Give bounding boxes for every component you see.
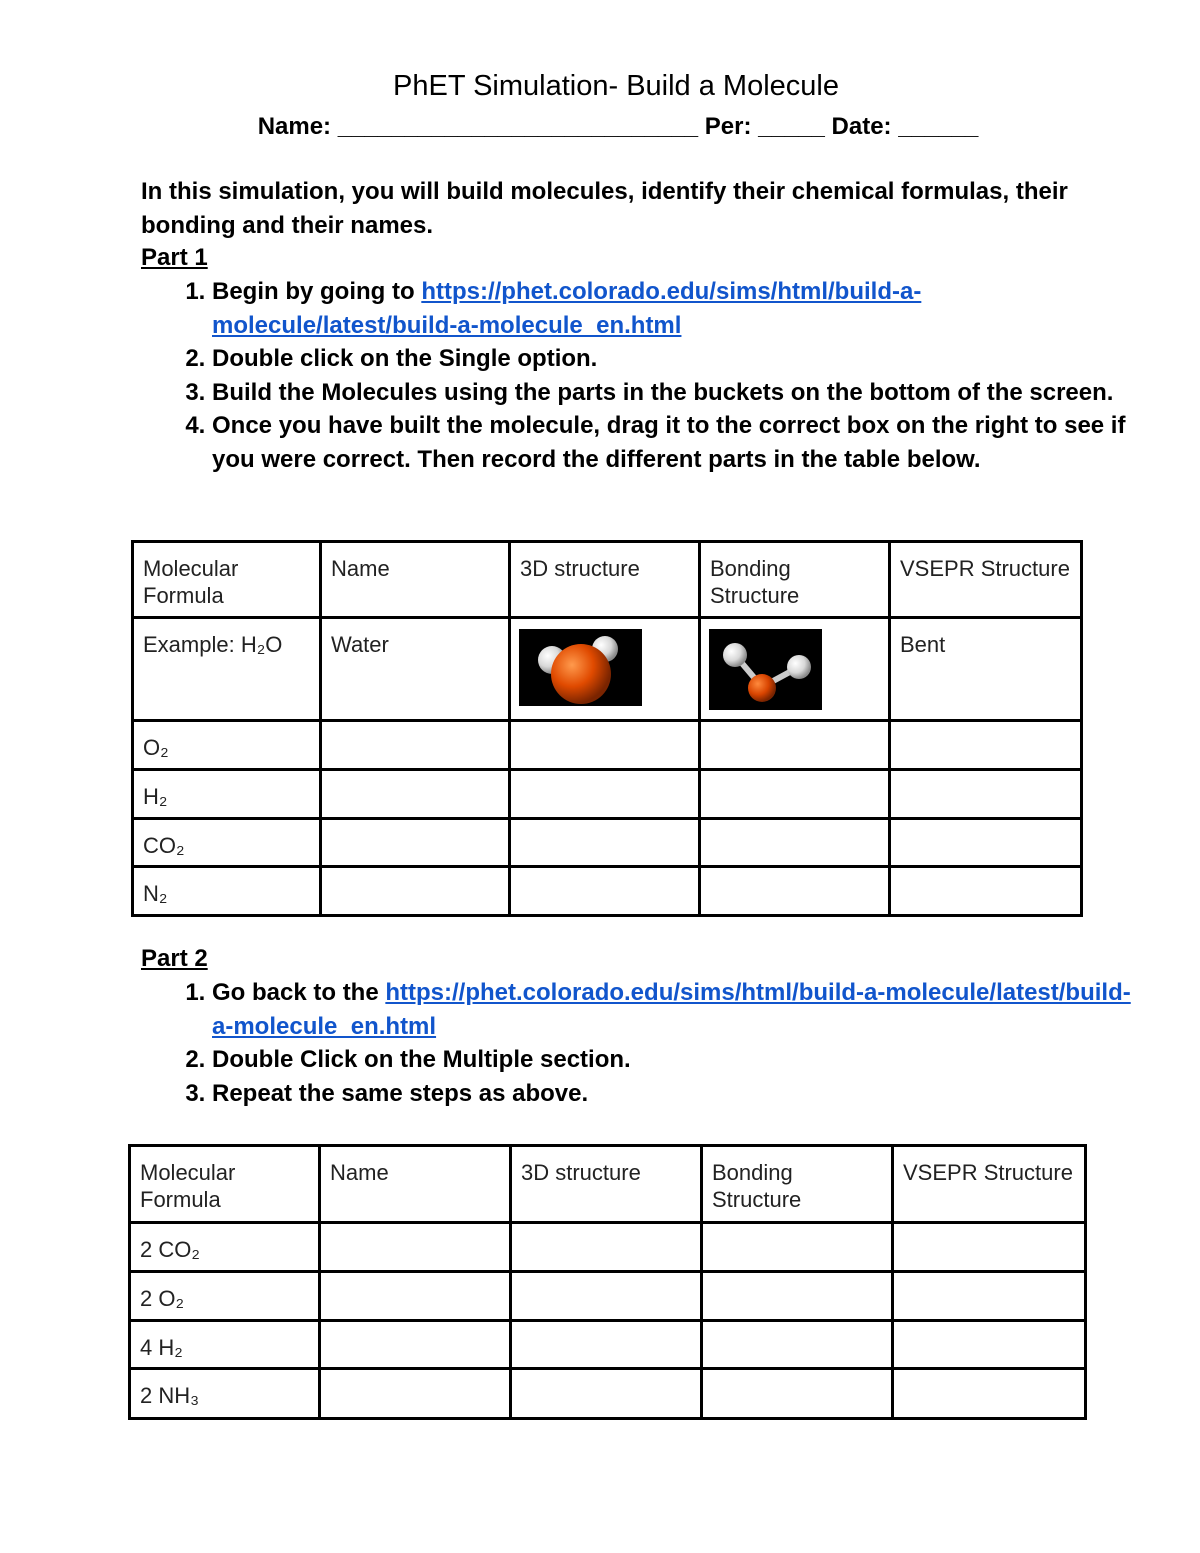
water-ball-stick-image (709, 629, 822, 710)
formula-cell: CO₂ (133, 819, 321, 867)
part2-steps (170, 976, 1142, 1110)
part1-step-3: 3. Build the Molecules using the parts in the buckets on the bottom of the screen. (212, 376, 1142, 410)
formula-cell: 2 CO₂ (130, 1223, 320, 1272)
empty-cell[interactable] (320, 1321, 511, 1369)
header-cell: 3D structure (510, 542, 700, 618)
empty-cell[interactable] (511, 1321, 702, 1369)
table-header-row (133, 542, 1082, 618)
empty-cell[interactable] (890, 770, 1082, 819)
empty-cell[interactable] (700, 770, 890, 819)
empty-cell[interactable] (890, 721, 1082, 770)
table-part1 (131, 540, 1083, 917)
formula-cell: Example: H₂O (133, 618, 321, 721)
table-header-row (130, 1146, 1086, 1223)
empty-cell[interactable] (321, 819, 510, 867)
header-cell: VSEPR Structure (893, 1146, 1086, 1223)
table-part2 (128, 1144, 1087, 1420)
bonding-structure-cell (700, 618, 890, 721)
formula-cell: 4 H₂ (130, 1321, 320, 1369)
empty-cell[interactable] (511, 1369, 702, 1419)
part1-step-2: 2. Double click on the Single option. (212, 342, 1142, 376)
part2-step-1: 1. Go back to the https://phet.colorado.edu/sims/html/build-a-molecule/latest/build-a-molecule_en.html (212, 976, 1142, 1043)
empty-cell[interactable] (702, 1369, 893, 1419)
empty-cell[interactable] (700, 819, 890, 867)
empty-cell[interactable] (511, 1223, 702, 1272)
table-row (130, 1369, 1086, 1419)
name-cell: Water (321, 618, 510, 721)
table-row (130, 1272, 1086, 1321)
formula-cell: O₂ (133, 721, 321, 770)
table-row (133, 721, 1082, 770)
hydrogen-atom-left (723, 643, 747, 667)
empty-cell[interactable] (702, 1321, 893, 1369)
part1-steps (170, 275, 1142, 476)
table-row (130, 1321, 1086, 1369)
empty-cell[interactable] (893, 1321, 1086, 1369)
empty-cell[interactable] (893, 1272, 1086, 1321)
empty-cell[interactable] (320, 1272, 511, 1321)
name-per-date-line: Name: ___________________________ Per: _____ Date: ______ (257, 113, 979, 140)
empty-cell[interactable] (511, 1272, 702, 1321)
header-cell: VSEPR Structure (890, 542, 1082, 618)
table-row-example (133, 618, 1082, 721)
oxygen-atom (551, 644, 611, 704)
empty-cell[interactable] (320, 1369, 511, 1419)
header-cell: 3D structure (511, 1146, 702, 1223)
formula-cell: N₂ (133, 867, 321, 916)
empty-cell[interactable] (702, 1272, 893, 1321)
oxygen-atom (748, 674, 776, 702)
empty-cell[interactable] (700, 867, 890, 916)
empty-cell[interactable] (321, 770, 510, 819)
formula-cell: 2 NH₃ (130, 1369, 320, 1419)
empty-cell[interactable] (890, 867, 1082, 916)
phet-link[interactable]: https://phet.colorado.edu/sims/html/build-a-molecule/latest/build-a-molecule_en.html (212, 278, 922, 339)
empty-cell[interactable] (893, 1369, 1086, 1419)
empty-cell[interactable] (510, 819, 700, 867)
formula-cell: H₂ (133, 770, 321, 819)
empty-cell[interactable] (510, 770, 700, 819)
part2-step-3: 3. Repeat the same steps as above. (212, 1077, 1142, 1111)
phet-link[interactable]: https://phet.colorado.edu/sims/html/build-a-molecule/latest/build-a-molecule_en.html (212, 979, 1131, 1040)
part1-step-4: 4. Once you have built the molecule, drag it to the correct box on the right to see if you were correct. Then record the different parts in the table below. (212, 409, 1142, 476)
empty-cell[interactable] (321, 721, 510, 770)
header-cell: Name (320, 1146, 511, 1223)
empty-cell[interactable] (702, 1223, 893, 1272)
vsepr-cell: Bent (890, 618, 1082, 721)
table-row (133, 770, 1082, 819)
hydrogen-atom-right (787, 655, 811, 679)
3d-structure-cell (510, 618, 700, 721)
part2-heading: Part 2 (141, 945, 208, 972)
header-cell: Molecular Formula (130, 1146, 320, 1223)
header-cell: Bonding Structure (700, 542, 890, 618)
empty-cell[interactable] (510, 721, 700, 770)
empty-cell[interactable] (320, 1223, 511, 1272)
formula-cell: 2 O₂ (130, 1272, 320, 1321)
empty-cell[interactable] (510, 867, 700, 916)
empty-cell[interactable] (890, 819, 1082, 867)
part1-heading: Part 1 (141, 244, 208, 271)
table-row (133, 819, 1082, 867)
empty-cell[interactable] (321, 867, 510, 916)
table-row (130, 1223, 1086, 1272)
page-title: PhET Simulation- Build a Molecule (393, 70, 839, 102)
water-3d-model-image (519, 629, 642, 706)
empty-cell[interactable] (700, 721, 890, 770)
table-row (133, 867, 1082, 916)
header-cell: Molecular Formula (133, 542, 321, 618)
empty-cell[interactable] (893, 1223, 1086, 1272)
header-cell: Bonding Structure (702, 1146, 893, 1223)
intro-text: In this simulation, you will build molecules, identify their chemical formulas, their bonding and their names. (141, 178, 1068, 239)
part2-step-2: 2. Double Click on the Multiple section. (212, 1043, 1142, 1077)
header-cell: Name (321, 542, 510, 618)
part1-step-1: 1. Begin by going to https://phet.colorado.edu/sims/html/build-a-molecule/latest/build-a-molecule_en.html (212, 275, 1142, 342)
